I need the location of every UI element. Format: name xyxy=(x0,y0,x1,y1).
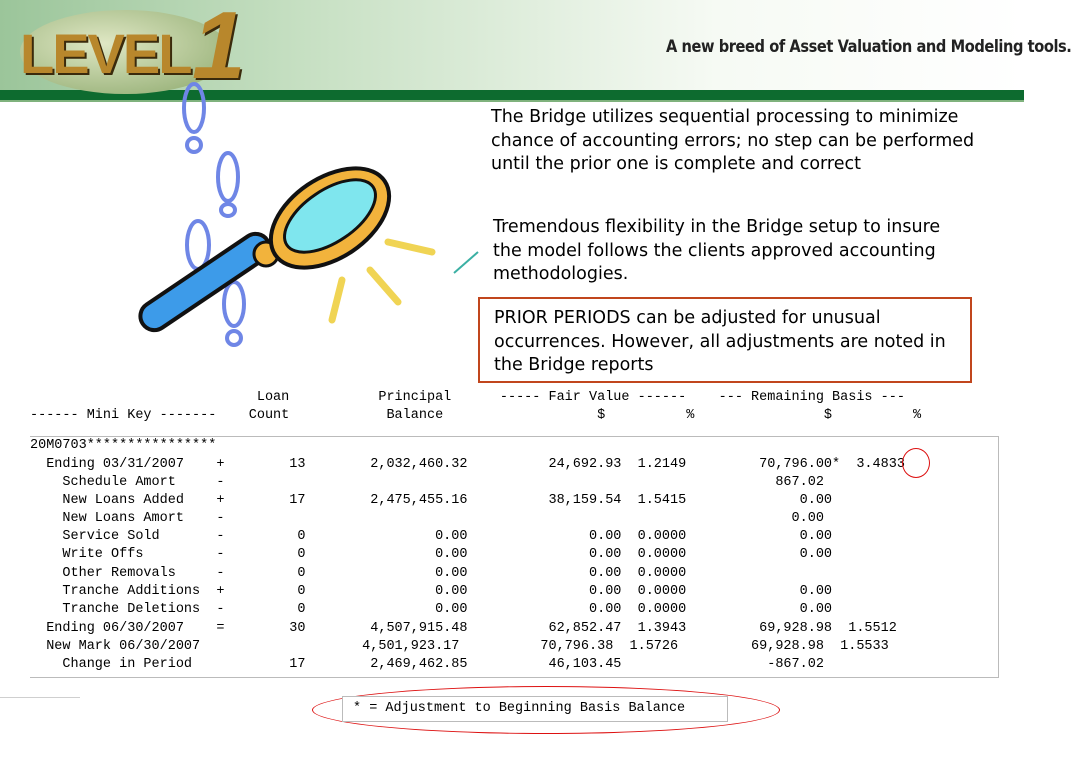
table-row: Write Offs - 0 0.00 0.00 0.0000 0.00 xyxy=(30,547,833,562)
adjustment-highlight-circle xyxy=(902,448,930,478)
paragraph-prior-periods: PRIOR PERIODS can be adjusted for unusual occurrences. However, all adjustments are noted in the Bridge reports xyxy=(494,308,946,375)
report-header-line-2: ------ Mini Key ------- Count Balance $ % $ % xyxy=(30,408,922,423)
magnifying-glass-footprints-icon xyxy=(120,80,480,360)
report-header-line-1: Loan Principal ----- Fair Value ------ --- Remaining Basis --- xyxy=(30,390,905,405)
footnote: * = Adjustment to Beginning Basis Balance xyxy=(353,701,686,716)
logo-numeral: 1 xyxy=(192,0,246,99)
divider xyxy=(0,697,80,698)
table-row: Schedule Amort - 867.02 xyxy=(30,475,824,490)
table-row: Tranche Additions + 0 0.00 0.00 0.0000 0.00 xyxy=(30,584,833,599)
table-row: Other Removals - 0 0.00 0.00 0.0000 xyxy=(30,566,687,581)
table-row: New Loans Amort - 0.00 xyxy=(30,511,824,526)
table-row: New Loans Added + 17 2,475,455.16 38,159.54 1.5415 0.00 xyxy=(30,493,833,508)
table-row: Change in Period 17 2,469,462.85 46,103.45 -867.02 xyxy=(30,657,824,672)
table-row: Ending 03/31/2007 + 13 2,032,460.32 24,692.93 1.2149 70,796.00* 3.4833 xyxy=(30,457,905,472)
logo-text: LEVEL xyxy=(20,22,191,85)
paragraph-sequential-processing: The Bridge utilizes sequential processing to minimize chance of accounting errors; no step can be performed until the prior one is complete and correct xyxy=(491,107,975,174)
tagline: A new breed of Asset Valuation and Modeling tools. xyxy=(666,37,1071,57)
report-group-label: 20M0703**************** xyxy=(30,438,217,453)
magnifier-icon xyxy=(135,148,407,336)
table-row: Tranche Deletions - 0 0.00 0.00 0.0000 0.00 xyxy=(30,602,833,617)
table-row: Ending 06/30/2007 = 30 4,507,915.48 62,852.47 1.3943 69,928.98 1.5512 xyxy=(30,621,897,636)
pointer-line xyxy=(454,252,478,273)
paragraph-flexibility: Tremendous flexibility in the Bridge setup to insure the model follows the clients approved accounting methodologies. xyxy=(493,217,941,284)
table-row: Service Sold - 0 0.00 0.00 0.0000 0.00 xyxy=(30,529,833,544)
table-row: New Mark 06/30/2007 4,501,923.17 70,796.38 1.5726 69,928.98 1.5533 xyxy=(30,639,889,654)
